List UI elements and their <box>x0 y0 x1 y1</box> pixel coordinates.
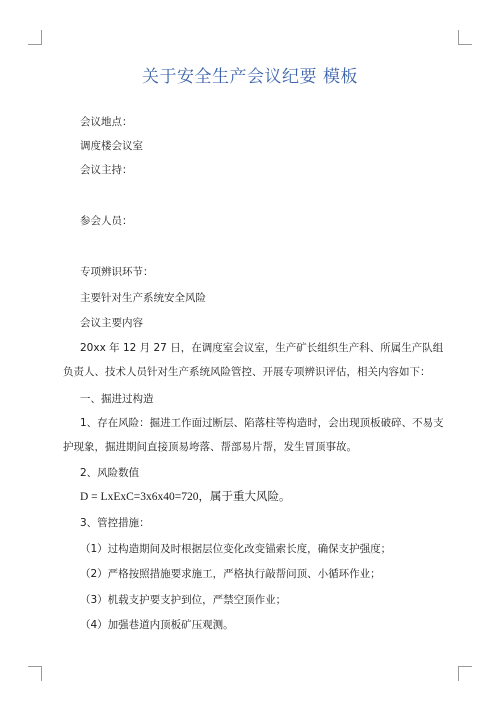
risk-value-heading: 2、风险数值 <box>80 467 140 479</box>
crop-mark-top-right-horizontal <box>458 44 472 45</box>
risk-paragraph: 1、存在风险：掘进工作面过断层、陷落柱等构造时，会出现顶板破碎、不易支护现象，掘进期间直接顶易垮落、帮部易片帮，发生冒顶事故。 <box>63 417 444 453</box>
document-title: 关于安全生产会议纪要 模板 <box>142 67 358 87</box>
measure-item-1: （1）过构造期间及时根据层位变化改变锚索长度，确保支护强度； <box>80 543 392 555</box>
main-content-label: 会议主要内容 <box>80 317 143 329</box>
location-label: 会议地点： <box>80 116 133 128</box>
crop-mark-bottom-left-vertical <box>41 666 42 681</box>
section1-heading: 一、掘进过构造 <box>80 393 154 405</box>
intro-paragraph: 20xx 年 12 月 27 日，在调度室会议室，生产矿长组织生产科、所属生产队组负责人、技术人员针对生产系统风险管控、开展专项辨识评估，相关内容如下： <box>63 342 444 378</box>
crop-mark-top-right-vertical <box>458 30 459 45</box>
hazard-stage-value: 主要针对生产系统安全风险 <box>80 292 206 304</box>
measure-item-2: （2）严格按照措施要求施工，严格执行敲帮问顶、小循环作业； <box>80 568 381 580</box>
crop-mark-top-left-vertical <box>41 30 42 45</box>
measure-item-4: （4）加强巷道内顶板矿压观测。 <box>80 619 234 631</box>
crop-mark-bottom-right-horizontal <box>458 666 472 667</box>
crop-mark-bottom-left-horizontal <box>28 666 42 667</box>
participants-label: 参会人员： <box>80 215 133 227</box>
risk-formula: D = LxExC=3x6x40=720，属于重大风险。 <box>80 491 291 503</box>
crop-mark-top-left-horizontal <box>28 44 42 45</box>
measures-heading: 3、管控措施： <box>80 517 150 529</box>
crop-mark-bottom-right-vertical <box>458 666 459 681</box>
hazard-stage-label: 专项辨识环节： <box>80 266 154 278</box>
location-value: 调度楼会议室 <box>80 140 143 152</box>
host-label: 会议主持： <box>80 164 133 176</box>
measure-item-3: （3）机载支护要支护到位，严禁空顶作业； <box>80 594 287 606</box>
